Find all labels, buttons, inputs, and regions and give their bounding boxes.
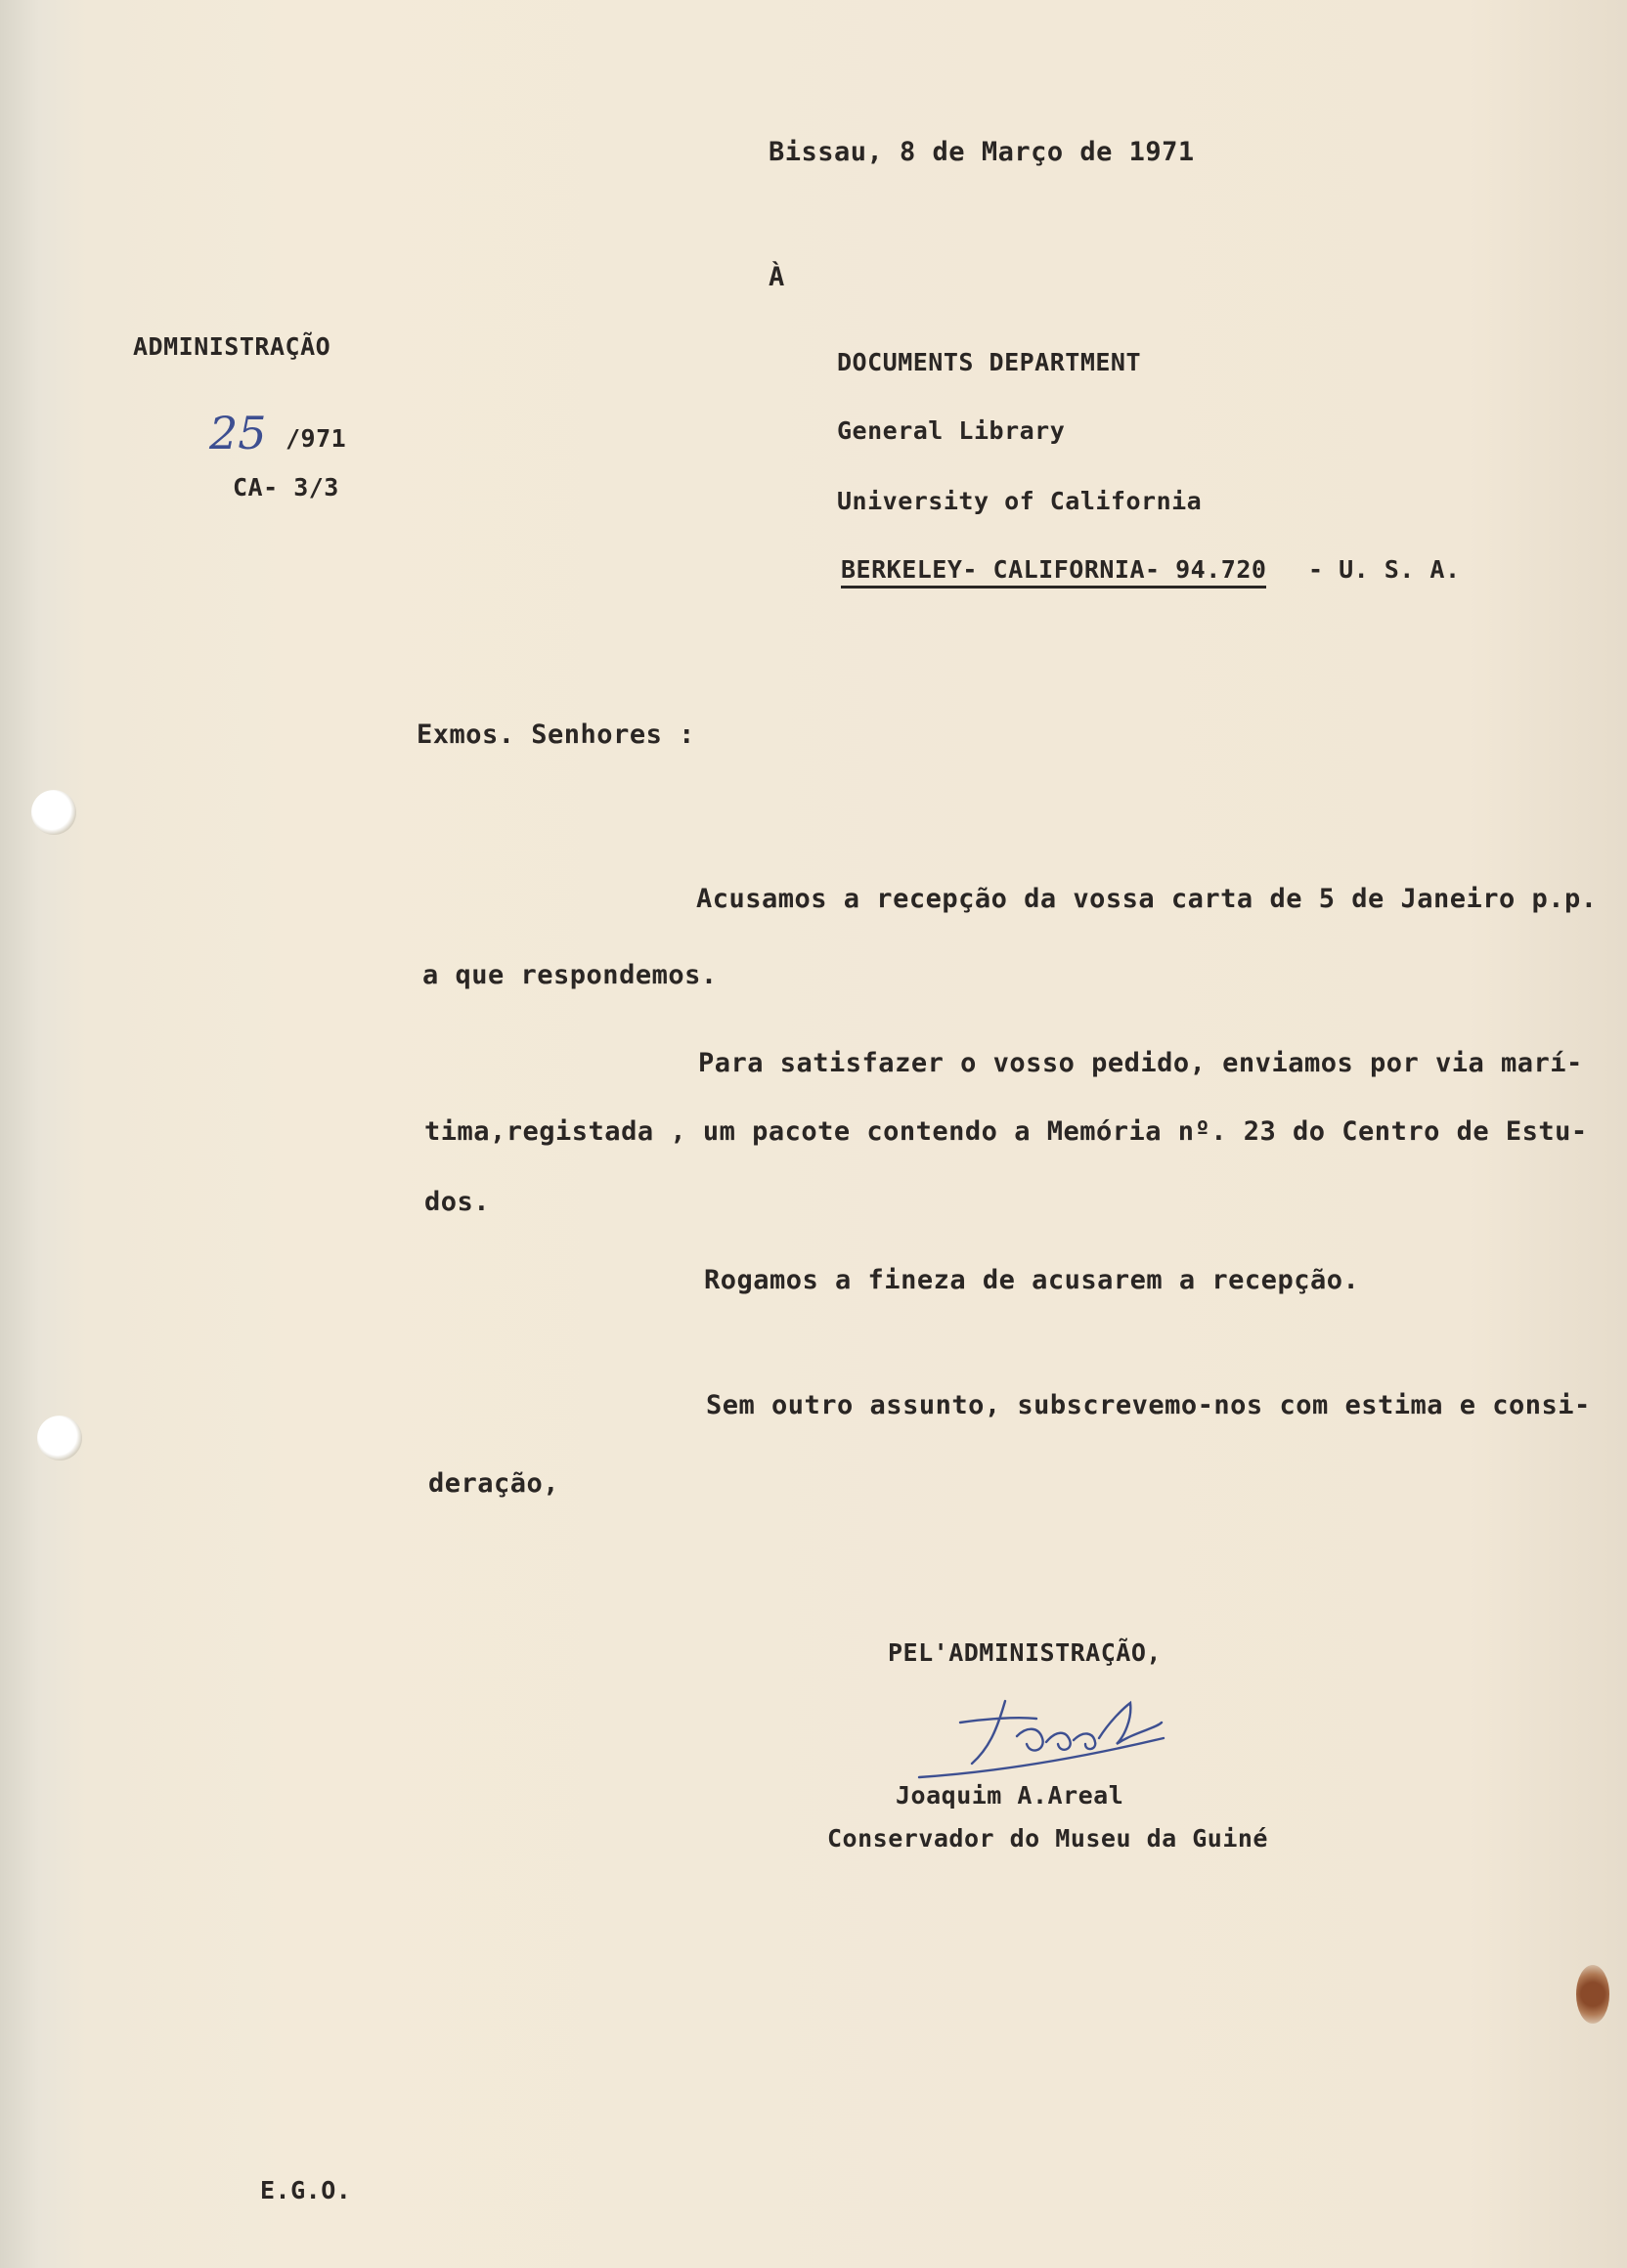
- recipient-address-underlined: BERKELEY- CALIFORNIA- 94.720: [841, 555, 1266, 589]
- reference-number-handwritten: 25: [209, 407, 267, 459]
- body-p2-line1: Para satisfazer o vosso pedido, enviamos por via marí-: [698, 1048, 1583, 1078]
- body-p3-line1: Rogamos a fineza de acusarem a recepção.: [704, 1265, 1360, 1295]
- footer-initials: E.G.O.: [260, 2176, 352, 2204]
- punch-hole-bottom: [37, 1416, 82, 1461]
- handwritten-signature: [900, 1679, 1183, 1787]
- reference-year: /971: [286, 424, 347, 453]
- salutation: Exmos. Senhores :: [417, 720, 695, 750]
- body-p1-line1: Acusamos a recepção da vossa carta de 5 de Janeiro p.p.: [696, 884, 1598, 914]
- body-p2-line3: dos.: [424, 1187, 491, 1217]
- body-p4-line2: deração,: [428, 1468, 560, 1499]
- punch-hole-top: [31, 790, 76, 835]
- body-p2-line2: tima,registada , um pacote contendo a Memória nº. 23 do Centro de Estu-: [424, 1116, 1588, 1147]
- file-code: CA- 3/3: [233, 473, 339, 502]
- recipient-line-3: University of California: [837, 487, 1203, 515]
- closing: PEL'ADMINISTRAÇÃO,: [888, 1638, 1162, 1667]
- rust-stain: [1576, 1965, 1609, 2024]
- signatory-name: Joaquim A.Areal: [896, 1781, 1124, 1810]
- recipient-country: - U. S. A.: [1308, 555, 1461, 584]
- date-line: Bissau, 8 de Março de 1971: [769, 137, 1195, 167]
- body-p4-line1: Sem outro assunto, subscrevemo-nos com estima e consi-: [706, 1390, 1591, 1420]
- signatory-title: Conservador do Museu da Guiné: [827, 1824, 1268, 1853]
- department-header: ADMINISTRAÇÃO: [133, 332, 331, 361]
- to-marker: À: [769, 262, 785, 292]
- recipient-line-2: General Library: [837, 416, 1066, 445]
- recipient-line-1: DOCUMENTS DEPARTMENT: [837, 348, 1142, 376]
- body-p1-line2: a que respondemos.: [422, 960, 718, 990]
